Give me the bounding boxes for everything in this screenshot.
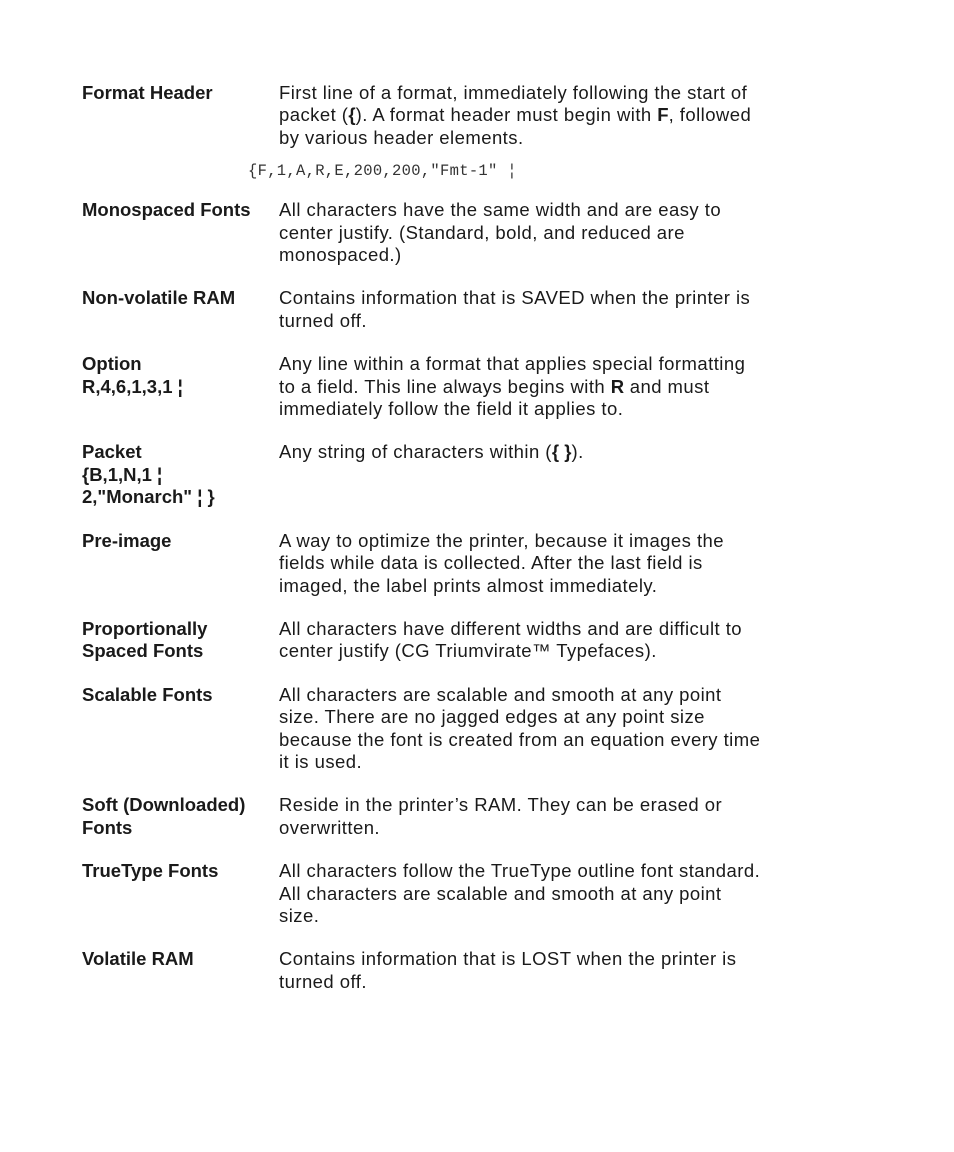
glossary-entry-scalable-fonts [82,684,842,774]
glossary-entry-option [82,353,842,420]
glossary-definition: First line of a format, immediately following the start of packet ({). A format header must begin with F, followed by various header elements. [279,82,752,148]
glossary-term: Proportionally Spaced Fonts [82,617,208,662]
glossary-entry-packet [82,441,842,508]
glossary-term: Pre-image [82,529,172,551]
glossary-definition: All characters follow the TrueType outline font standard. All characters are scalable and smooth at any point size. [279,860,761,926]
glossary-entry-volatile-ram [82,948,842,993]
glossary-definition: All characters are scalable and smooth at any point size. There are no jagged edges at any point size because the font is created from an equation every time it is used. [279,683,761,772]
glossary-term: Option R,4,6,1,3,1 ¦ [82,353,183,397]
glossary-term: Non-volatile RAM [82,287,236,309]
glossary-definition: All characters have different widths and are difficult to center justify (CG Triumvirate™ Typefaces). [279,617,743,662]
glossary-entry-pre-image [82,530,842,597]
glossary-term: Monospaced Fonts [82,199,251,221]
code-example: {F,1,A,R,E,200,200,"Fmt-1" ¦ [248,162,517,181]
glossary-definition: Any line within a format that applies special formatting to a field. This line always begins with R and must immediately follow the field it applies to. [279,353,746,420]
glossary-definition: A way to optimize the printer, because it images the fields while data is collected. After the last field is imaged, the label prints almost immediately. [279,529,725,596]
glossary-page [82,82,842,1014]
glossary-term: Packet {B,1,N,1 ¦ 2,"Monarch" ¦ } [82,441,215,508]
glossary-entry-proportionally-spaced-fonts [82,618,842,663]
glossary-term: TrueType Fonts [82,860,219,882]
glossary-entry-truetype-fonts [82,860,842,927]
glossary-definition: Any string of characters within ({ }). [279,441,584,463]
glossary-definition: Reside in the printer’s RAM. They can be erased or overwritten. [279,794,723,838]
glossary-term: Scalable Fonts [82,683,213,705]
glossary-definition: All characters have the same width and are easy to center justify. (Standard, bold, and reduced are monospaced.) [279,199,722,266]
glossary-entry-soft-fonts [82,794,842,839]
glossary-entry-format-header [82,82,842,149]
glossary-term: Soft (Downloaded) Fonts [82,794,246,838]
glossary-entry-monospaced-fonts [82,199,842,266]
glossary-definition: Contains information that is SAVED when the printer is turned off. [279,287,751,331]
glossary-entry-non-volatile-ram [82,287,842,332]
glossary-definition: Contains information that is LOST when the printer is turned off. [279,948,737,992]
glossary-term: Format Header [82,82,213,103]
glossary-term: Volatile RAM [82,948,194,970]
